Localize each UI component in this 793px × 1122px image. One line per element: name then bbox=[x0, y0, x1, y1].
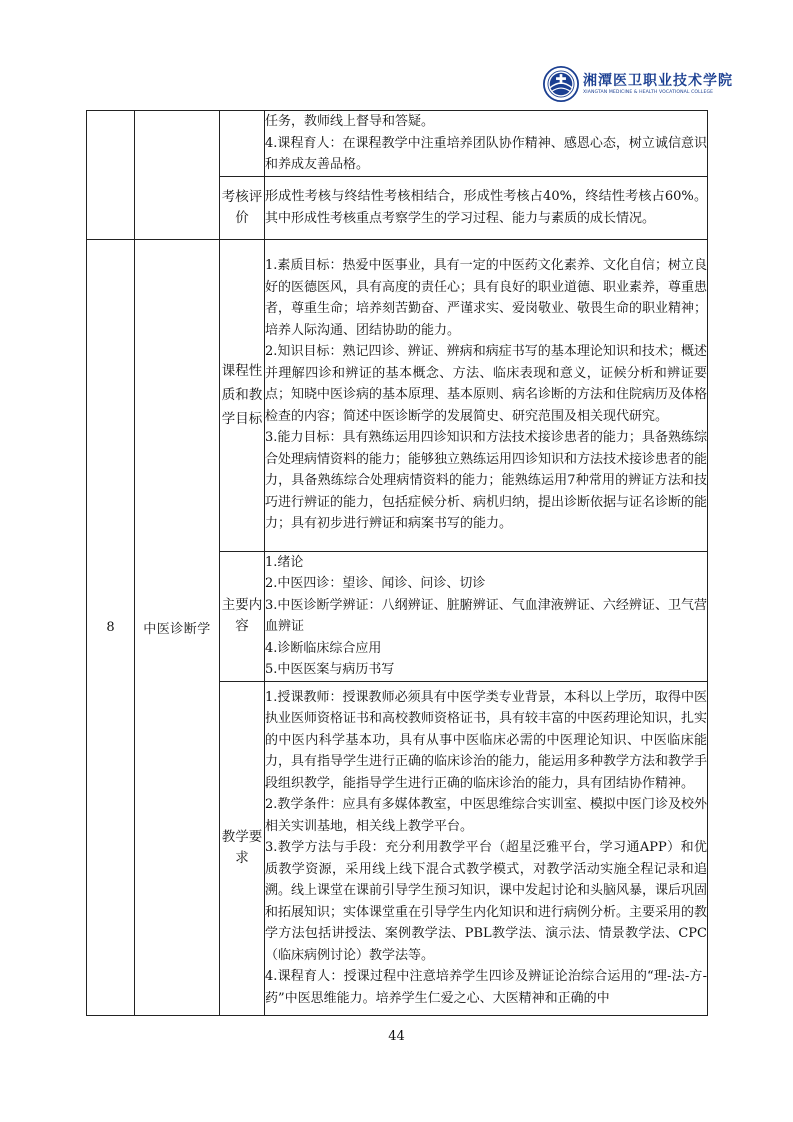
course-number: 8 bbox=[87, 239, 135, 1015]
content-item: 4.诊断临床综合应用 bbox=[265, 640, 382, 656]
school-seal-icon bbox=[543, 66, 579, 102]
prev-course-cell bbox=[135, 111, 220, 240]
course-table bbox=[86, 110, 708, 1016]
course-name: 中医诊断学 bbox=[135, 239, 220, 1015]
objective-item: 3.能力目标：具有熟练运用四诊知识和方法技术接诊患者的能力；具备熟练综合处理病情资料的能力；能够独立熟练运用四诊知识和方法技术接诊患者的能力，具备熟练综合处理病情资料的能力；能熟练运用7种常用的辨证方法和技巧进行辨证的能力，包括症候分析、病机归纳，提出诊断依据与证名诊断的能力；具有初步进行辨证和病案书写的能力。 bbox=[265, 430, 708, 532]
prev-teaching-tail bbox=[265, 111, 708, 177]
content-item: 5.中医医案与病历书写 bbox=[265, 662, 395, 677]
main-content bbox=[265, 551, 708, 681]
requirement-item: 4.课程育人：授课过程中注意培养学生四诊及辨证论治综合运用的“理-法-方-药”中医思维能力。培养学生仁爱之心、大医精神和正确的中 bbox=[265, 969, 707, 1006]
page-number: 44 bbox=[388, 1029, 405, 1044]
requirements-label: 教学要求 bbox=[220, 681, 265, 1015]
prev-label-cell bbox=[220, 111, 265, 177]
objective-item: 2.知识目标：熟记四诊、辨证、辨病和病症书写的基本理论知识和技术；概述并理解四诊和辨证的基本概念、方法、临床表现和意义，证候分析和辨证要点；知晓中医诊病的基本原理、基本原则、病名诊断的方法和住院病历及体格检查的内容；简述中医诊断学的发展简史、研究范围及相关现代研究。 bbox=[265, 344, 708, 424]
requirement-item: 1.授课教师：授课教师必须具有中医学类专业背景，本科以上学历，取得中医执业医师资格证书和高校教师资格证书，具有较丰富的中医药理论知识，扎实的中医内科学基本功，具有从事中医临床必需的中医理论知识、中医临床能力，具有指导学生进行正确的临床诊治的能力，能运用多种教学方法和教学手段组织教学，能指导学生进行正确的临床诊治的能力，具有团结协作精神。 bbox=[265, 689, 708, 791]
requirement-item: 2.教学条件：应具有多媒体教室，中医思维综合实训室、模拟中医门诊及校外相关实训基地，相关线上教学平台。 bbox=[265, 797, 707, 834]
objectives-content bbox=[265, 239, 708, 551]
assess-content: 形成性考核与终结性考核相结合，形成性考核占40%，终结性考核占60%。其中形成性考核重点考察学生的学习过程、能力与素质的成长情况。 bbox=[265, 176, 708, 239]
requirement-item: 3.教学方法与手段：充分利用教学平台（超星泛雅平台，学习通APP）和优质教学资源，采用线上线下混合式教学模式，对教学活动实施全程记录和追溯。线上课堂在课前引导学生预习知识，课中发起讨论和头脑风暴，课后巩固和拓展知识；实体课堂重在引导学生内化知识和进行病例分析。主要采用的教学方法包括讲授法、案例教学法、PBL教学法、演示法、情景教学法、CPC（临床病例讨论）教学法等。 bbox=[265, 840, 708, 963]
objectives-label: 课程性质和教学目标 bbox=[220, 239, 265, 551]
content-item: 2.中医四诊：望诊、闻诊、问诊、切诊 bbox=[265, 576, 486, 591]
header-logo bbox=[543, 66, 733, 102]
teaching-tail-line: 任务，教师线上督导和答疑。 bbox=[265, 114, 435, 129]
prev-number-cell bbox=[87, 111, 135, 240]
school-name-cn: 湘潭医卫职业技术学院 bbox=[583, 72, 733, 89]
content-item: 1.绪论 bbox=[265, 554, 304, 570]
school-name-en: XIANGTAN MEDICINE & HEALTH VOCATIONAL COLLEGE bbox=[583, 89, 714, 95]
content-item: 3.中医诊断学辨证：八纲辨证、脏腑辨证、气血津液辨证、六经辨证、卫气营血辨证 bbox=[265, 597, 707, 634]
assess-label: 考核评价 bbox=[220, 176, 265, 239]
objective-item: 1.素质目标：热爱中医事业，具有一定的中医药文化素养、文化自信；树立良好的医德医风，具有高度的责任心；具有良好的职业道德、职业素养，尊重患者，尊重生命；培养刻苦勤奋、严谨求实、爱岗敬业、敬畏生命的职业精神；培养人际沟通、团结协助的能力。 bbox=[265, 258, 708, 338]
teaching-tail-line: 4.课程育人：在课程教学中注重培养团队协作精神、感恩心态，树立诚信意识和养成友善品格。 bbox=[265, 135, 707, 172]
requirements-content bbox=[265, 681, 708, 1015]
content-label: 主要内容 bbox=[220, 551, 265, 681]
